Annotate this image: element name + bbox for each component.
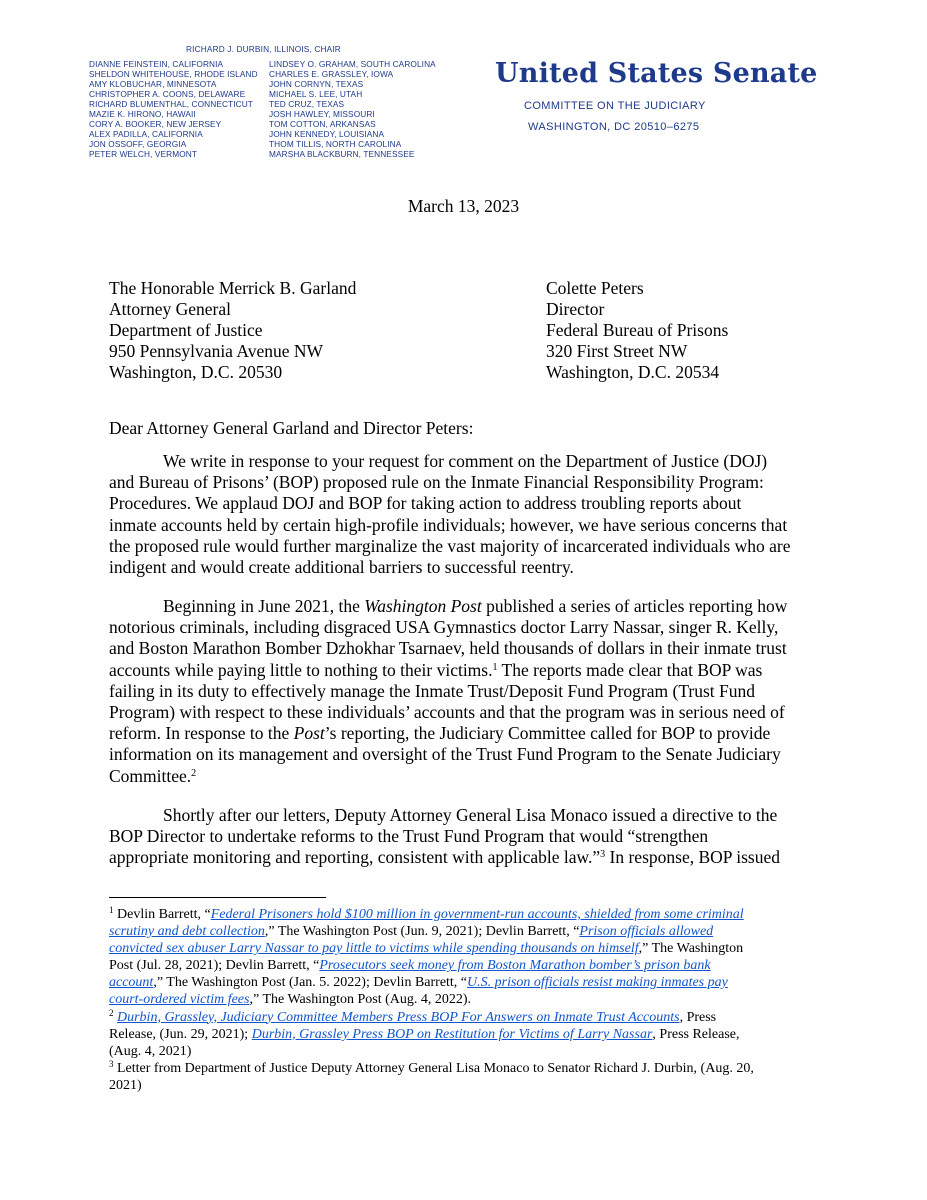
member-name: CORY A. BOOKER, NEW JERSEY <box>89 119 222 130</box>
text-run: In response, BOP issued <box>605 847 780 868</box>
footnotes <box>109 906 821 1094</box>
footnote-1-line <box>109 906 821 923</box>
text-line <box>109 723 821 744</box>
member-name: TOM COTTON, ARKANSAS <box>269 119 376 130</box>
text-run: ’s reporting, the Judiciary Committee called for BOP to provide <box>324 723 771 744</box>
footnote-ref: 2 <box>191 767 197 779</box>
footnote-link[interactable]: convicted sex abuser Larry Nassar to pay little to victims while spending thousands on himself <box>109 941 639 957</box>
text-run: Post (Jul. 28, 2021); Devlin Barrett, “ <box>109 958 320 974</box>
text-run: published a series of articles reporting how <box>481 596 788 616</box>
member-name: SHELDON WHITEHOUSE, RHODE ISLAND <box>89 69 258 80</box>
text-line: notorious criminals, including disgraced USA Gymnastics doctor Larry Nassar, singer R. Kelly, <box>109 617 779 638</box>
footnote-1-line <box>109 940 821 957</box>
member-name: JOHN CORNYN, TEXAS <box>269 79 364 90</box>
address-line: Director <box>546 299 605 319</box>
paragraph-2 <box>109 596 821 787</box>
address-line: Department of Justice <box>109 320 263 340</box>
recipient-peters <box>546 278 728 383</box>
text-line: and Bureau of Prisons’ (BOP) proposed rule on the Inmate Financial Responsibility Program: <box>109 472 764 493</box>
member-name: JON OSSOFF, GEORGIA <box>89 139 187 150</box>
footnote-ref: 3 <box>600 849 606 861</box>
text-line: Program) with respect to these individuals’ accounts and that the program was in serious need of <box>109 701 785 722</box>
footnote-link[interactable]: Durbin, Grassley, Judiciary Committee Members Press BOP For Answers on Inmate Trust Accounts <box>117 1009 680 1025</box>
footnote-link[interactable]: Prosecutors seek money from Boston Marathon bomber’s prison bank <box>319 958 711 974</box>
footnote-link[interactable]: Durbin, Grassley Press BOP on Restitution for Victims of Larry Nassar <box>251 1026 653 1042</box>
paragraph-3 <box>109 805 821 869</box>
paragraph-1 <box>109 451 821 578</box>
footnote-1-line <box>109 957 821 974</box>
text-run: ,” The Washington Post (Jun. 9, 2021); Devlin Barrett, “ <box>264 924 580 940</box>
member-name: JOHN KENNEDY, LOUISIANA <box>269 129 385 140</box>
member-name: PETER WELCH, VERMONT <box>89 149 198 160</box>
member-name: JOSH HAWLEY, MISSOURI <box>269 109 375 120</box>
address-line: Washington, D.C. 20530 <box>109 362 283 382</box>
text-run: reform. In response to the <box>109 723 294 744</box>
text-run: Release, (Jun. 29, 2021); <box>109 1026 252 1042</box>
footnote-link[interactable]: court-ordered victim fees <box>109 992 250 1008</box>
text-line: inmate accounts held by certain high-profile individuals; however, we have serious concerns that <box>109 514 788 535</box>
text-line: Shortly after our letters, Deputy Attorney General Lisa Monaco issued a directive to the <box>163 805 778 825</box>
address-line: Washington, D.C. 20534 <box>546 362 720 382</box>
footnote-link[interactable]: scrutiny and debt collection <box>109 924 265 940</box>
text-run: Committee. <box>109 765 192 786</box>
member-name: THOM TILLIS, NORTH CAROLINA <box>269 139 402 150</box>
member-name: RICHARD BLUMENTHAL, CONNECTICUT <box>89 99 253 110</box>
footnote-number: 2 <box>109 1007 114 1018</box>
letter-date: March 13, 2023 <box>407 196 520 216</box>
text-run: , Press Release, <box>652 1026 740 1042</box>
member-name: AMY KLOBUCHAR, MINNESOTA <box>89 79 217 90</box>
footnote-1-line <box>109 923 821 940</box>
text-line: and Boston Marathon Bomber Dzhokhar Tsarnaev, held thousands of dollars in their inmate trust <box>109 638 787 659</box>
member-name: MARSHA BLACKBURN, TENNESSEE <box>269 149 415 160</box>
recipient-garland <box>109 278 356 383</box>
footnote-ref: 1 <box>492 661 498 673</box>
text-run: appropriate monitoring and reporting, consistent with applicable law.” <box>109 847 601 868</box>
address-line: Attorney General <box>109 299 231 319</box>
publication-name: Post <box>293 723 325 744</box>
footnote-1-line <box>109 974 821 991</box>
members-list-right <box>269 59 436 159</box>
text-line <box>109 847 821 868</box>
address-line: Colette Peters <box>546 278 644 298</box>
footnote-2-line: (Aug. 4, 2021) <box>109 1043 192 1059</box>
footnote-2-line <box>109 1009 821 1026</box>
text-line: information on its management and oversight of the Trust Fund Program to the Senate Judiciary <box>109 744 781 765</box>
address-line: The Honorable Merrick B. Garland <box>109 278 357 298</box>
footnote-number: 3 <box>109 1058 114 1069</box>
committee-chair: RICHARD J. DURBIN, ILLINOIS, CHAIR <box>186 44 341 54</box>
salutation: Dear Attorney General Garland and Director Peters: <box>109 418 474 438</box>
text-run: Devlin Barrett, “ <box>113 907 211 922</box>
text-line <box>109 766 821 787</box>
member-name: MICHAEL S. LEE, UTAH <box>269 89 363 100</box>
text-line: indigent and would create additional barriers to successful reentry. <box>109 556 574 577</box>
footnote-link[interactable]: Federal Prisoners hold $100 million in government-run accounts, shielded from some criminal <box>210 907 744 922</box>
text-run: Letter from Department of Justice Deputy Attorney General Lisa Monaco to Senator Richard J. Durbin, (Aug. 20, <box>113 1060 754 1076</box>
member-name: TED CRUZ, TEXAS <box>269 99 345 110</box>
members-list-left <box>89 59 258 159</box>
footnote-link[interactable]: Prison officials allowed <box>579 924 714 940</box>
address-line: Federal Bureau of Prisons <box>546 320 729 340</box>
text-line: We write in response to your request for comment on the Department of Justice (DOJ) <box>163 451 768 471</box>
footnote-1-line <box>109 991 821 1008</box>
footnote-3-line: 2021) <box>109 1077 142 1093</box>
footnote-number: 1 <box>109 905 114 915</box>
member-name: LINDSEY O. GRAHAM, SOUTH CAROLINA <box>269 59 436 69</box>
footnote-divider <box>109 897 326 898</box>
text-run: ,” The Washington Post (Aug. 4, 2022). <box>249 992 472 1008</box>
member-name: CHARLES E. GRASSLEY, IOWA <box>269 69 394 80</box>
committee-name: COMMITTEE ON THE JUDICIARY <box>524 100 706 112</box>
footnote-3-line <box>109 1060 821 1077</box>
member-name: DIANNE FEINSTEIN, CALIFORNIA <box>89 59 224 69</box>
address-line: 320 First Street NW <box>546 341 688 361</box>
member-name: ALEX PADILLA, CALIFORNIA <box>89 129 203 140</box>
text-line: failing in its duty to effectively manage the Inmate Trust/Deposit Fund Program (Trust Fund <box>109 680 755 701</box>
member-name: CHRISTOPHER A. COONS, DELAWARE <box>89 89 246 100</box>
text-line <box>109 660 821 681</box>
text-line <box>109 596 821 617</box>
footnote-2-line <box>109 1026 821 1043</box>
senate-logo-text: United States Senate <box>495 58 818 89</box>
footnote-link[interactable]: U.S. prison officials resist making inmates pay <box>467 975 728 991</box>
text-run: , Press <box>679 1009 717 1025</box>
text-line: the proposed rule would further marginalize the vast majority of incarcerated individuals who are <box>109 535 791 556</box>
member-name: MAZIE K. HIRONO, HAWAII <box>89 109 196 120</box>
publication-name: Washington Post <box>364 596 482 616</box>
text-run: Beginning in June 2021, the <box>163 596 365 616</box>
text-run: ,” The Washington <box>638 941 744 957</box>
committee-address: WASHINGTON, DC 20510–6275 <box>528 121 700 133</box>
address-line: 950 Pennsylvania Avenue NW <box>109 341 324 361</box>
text-run: The reports made clear that BOP was <box>497 659 763 680</box>
text-line: Procedures. We applaud DOJ and BOP for taking action to address troubling reports about <box>109 493 742 514</box>
footnote-link[interactable]: account <box>109 975 154 991</box>
text-run: ,” The Washington Post (Jan. 5. 2022); Devlin Barrett, “ <box>153 975 468 991</box>
text-run: accounts while paying little to nothing to their victims. <box>109 659 493 680</box>
text-line: BOP Director to undertake reforms to the Trust Fund Program that would “strengthen <box>109 826 709 847</box>
